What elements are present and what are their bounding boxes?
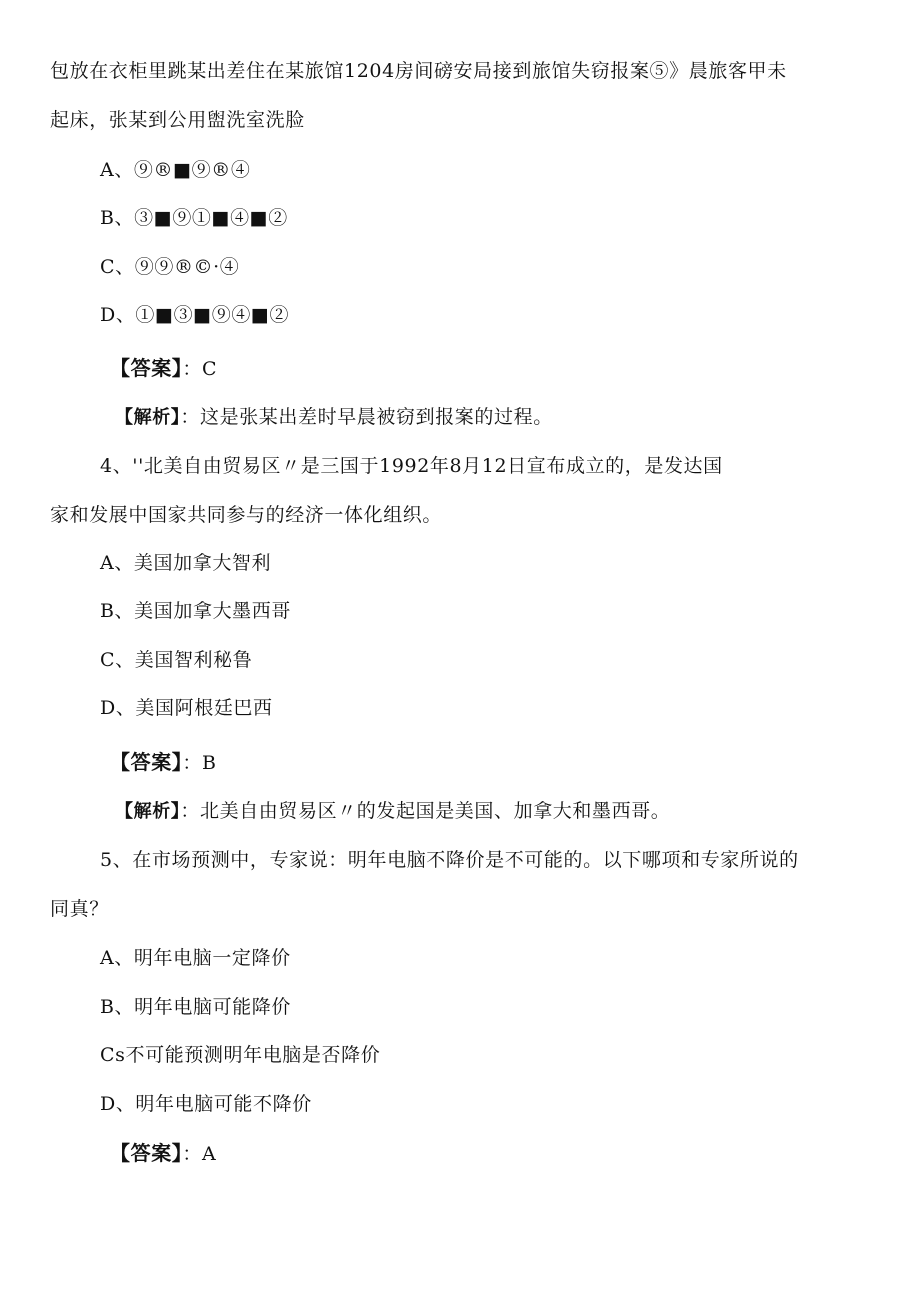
q3-answer-label: 【答案】 <box>110 356 183 380</box>
q4-stem-line-1: 4、''北美自由贸易区〃是三国于1992年8月12日宣布成立的，是发达国 <box>100 455 723 477</box>
q4-option-c: C、美国智利秘鲁 <box>100 649 253 671</box>
q4-option-a: A、美国加拿大智利 <box>100 552 272 574</box>
q3-explanation-label: 【解析】 <box>115 407 181 428</box>
q4-answer-value: ：B <box>182 752 217 774</box>
q5-option-c: Cs不可能预测明年电脑是否降价 <box>100 1044 381 1066</box>
q4-explanation-label: 【解析】 <box>115 801 181 822</box>
q3-option-b: B、③■⑨①■④■② <box>100 207 288 229</box>
q4-explanation-text: ：北美自由贸易区〃的发起国是美国、加拿大和墨西哥。 <box>180 800 671 822</box>
q4-option-b: B、美国加拿大墨西哥 <box>100 600 291 622</box>
q3-option-a: A、⑨®■⑨®④ <box>100 159 251 181</box>
q3-answer <box>110 355 217 382</box>
q5-option-d: D、明年电脑可能不降价 <box>100 1093 312 1115</box>
q3-answer-value: ：C <box>182 358 218 380</box>
q5-answer-value: ：A <box>182 1143 217 1165</box>
q3-option-d: D、①■③■⑨④■② <box>100 304 290 326</box>
q5-answer-label: 【答案】 <box>110 1141 183 1165</box>
q3-explanation-text: ：这是张某出差时早晨被窃到报案的过程。 <box>180 406 553 428</box>
q5-stem-line-1: 5、在市场预测中，专家说：明年电脑不降价是不可能的。以下哪项和专家所说的 <box>100 849 799 871</box>
q5-stem-line-2: 同真？ <box>50 898 109 920</box>
q3-option-c: C、⑨⑨®©·④ <box>100 256 240 278</box>
q4-option-d: D、美国阿根廷巴西 <box>100 697 273 719</box>
q5-answer <box>110 1140 216 1167</box>
q5-option-b: B、明年电脑可能降价 <box>100 996 291 1018</box>
q3-stem-line-1: 包放在衣柜里跳某出差住在某旅馆1204房间磅安局接到旅馆失窃报案⑤》晨旅客甲未 <box>50 60 787 82</box>
q3-explanation <box>115 404 553 431</box>
q4-explanation <box>115 798 670 825</box>
q4-stem-line-2: 家和发展中国家共同参与的经济一体化组织。 <box>50 504 443 526</box>
q4-answer-label: 【答案】 <box>110 750 183 774</box>
q4-answer <box>110 749 217 776</box>
q5-option-a: A、明年电脑一定降价 <box>100 947 291 969</box>
q3-stem-line-2: 起床，张某到公用盥洗室洗脸 <box>50 109 305 131</box>
